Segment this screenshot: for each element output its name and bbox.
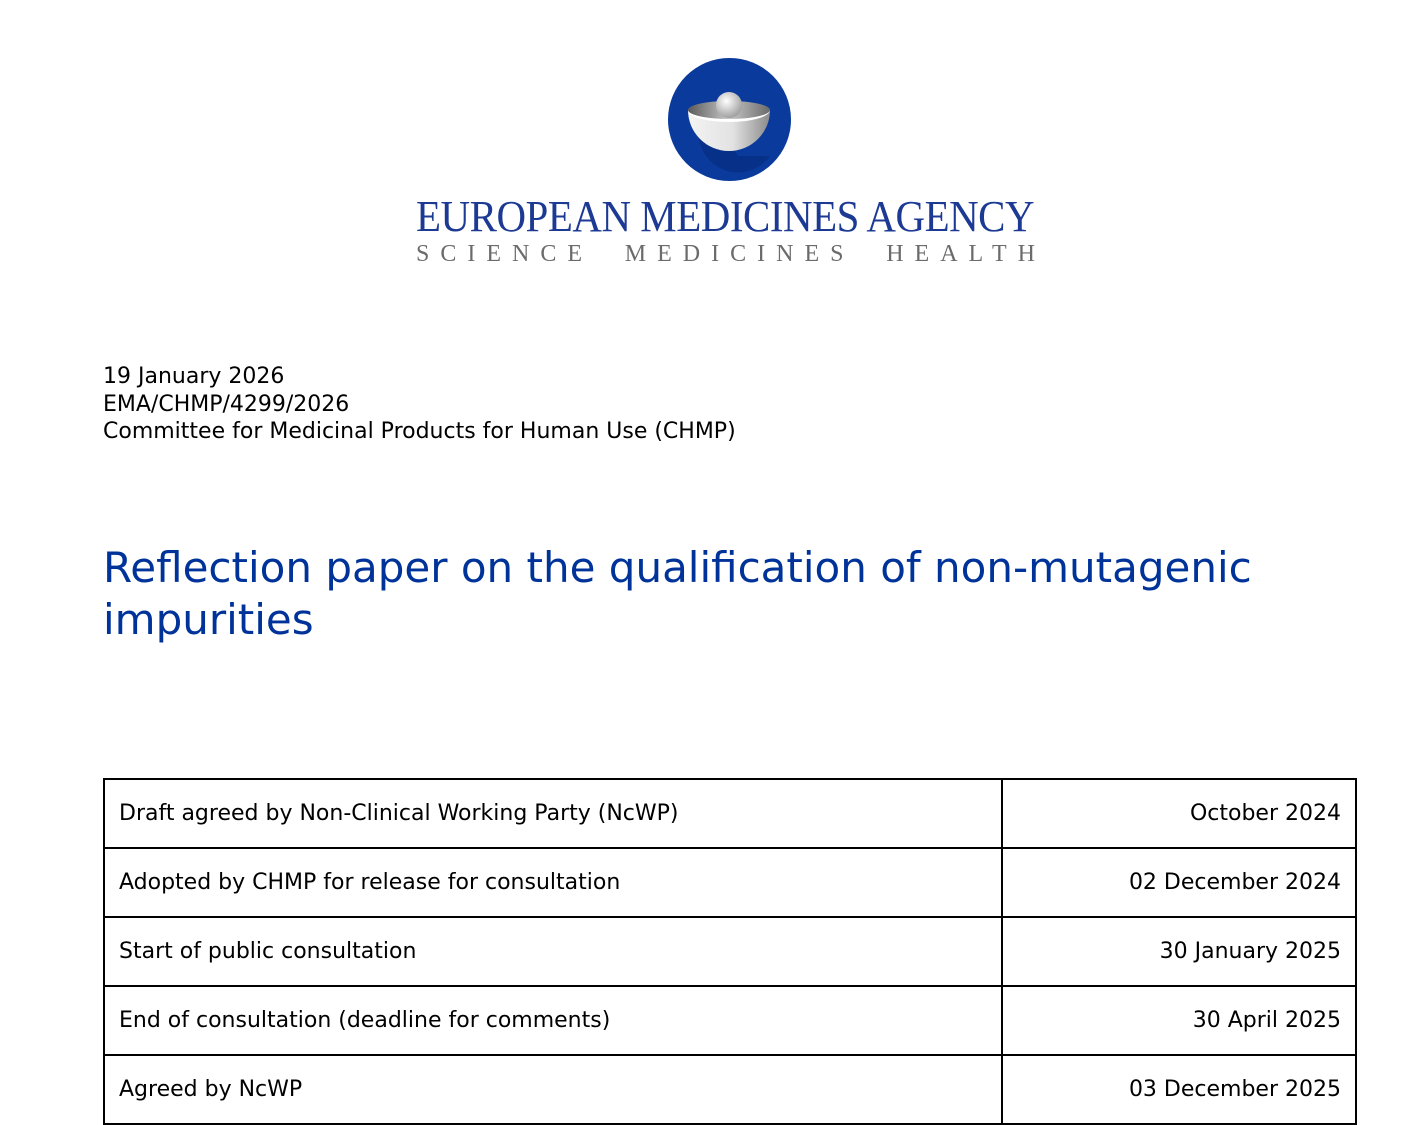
ema-logo-tagline — [416, 240, 1046, 268]
row-date: 30 January 2025 — [1002, 917, 1356, 986]
ema-logo-name: EUROPEAN MEDICINES AGENCY — [416, 192, 1035, 241]
document-title: Reflection paper on the qualification of non-mutagenic impurities — [103, 543, 1252, 644]
table-row — [104, 986, 1356, 1055]
row-date: 30 April 2025 — [1002, 986, 1356, 1055]
committee-name: Committee for Medicinal Products for Human Use (CHMP) — [103, 419, 736, 444]
row-label: Agreed by NcWP — [104, 1055, 1002, 1124]
table-row — [104, 848, 1356, 917]
tagline-medicines: MEDICINES — [624, 241, 855, 267]
row-date: 02 December 2024 — [1002, 848, 1356, 917]
table-row — [104, 917, 1356, 986]
row-date: October 2024 — [1002, 779, 1356, 848]
row-date: 03 December 2025 — [1002, 1055, 1356, 1124]
row-label: Adopted by CHMP for release for consultation — [104, 848, 1002, 917]
tagline-health: HEALTH — [886, 241, 1046, 267]
document-history-table — [103, 778, 1357, 1125]
document-date: 19 January 2026 — [103, 364, 285, 389]
row-label: End of consultation (deadline for comments) — [104, 986, 1002, 1055]
row-label: Start of public consultation — [104, 917, 1002, 986]
table-row — [104, 1055, 1356, 1124]
row-label: Draft agreed by Non-Clinical Working Party (NcWP) — [104, 779, 1002, 848]
document-meta — [103, 363, 736, 446]
document-reference: EMA/CHMP/4299/2026 — [103, 391, 350, 417]
tagline-science: SCIENCE — [416, 241, 594, 267]
table-row — [104, 779, 1356, 848]
ema-logo-mark-icon — [668, 58, 791, 181]
